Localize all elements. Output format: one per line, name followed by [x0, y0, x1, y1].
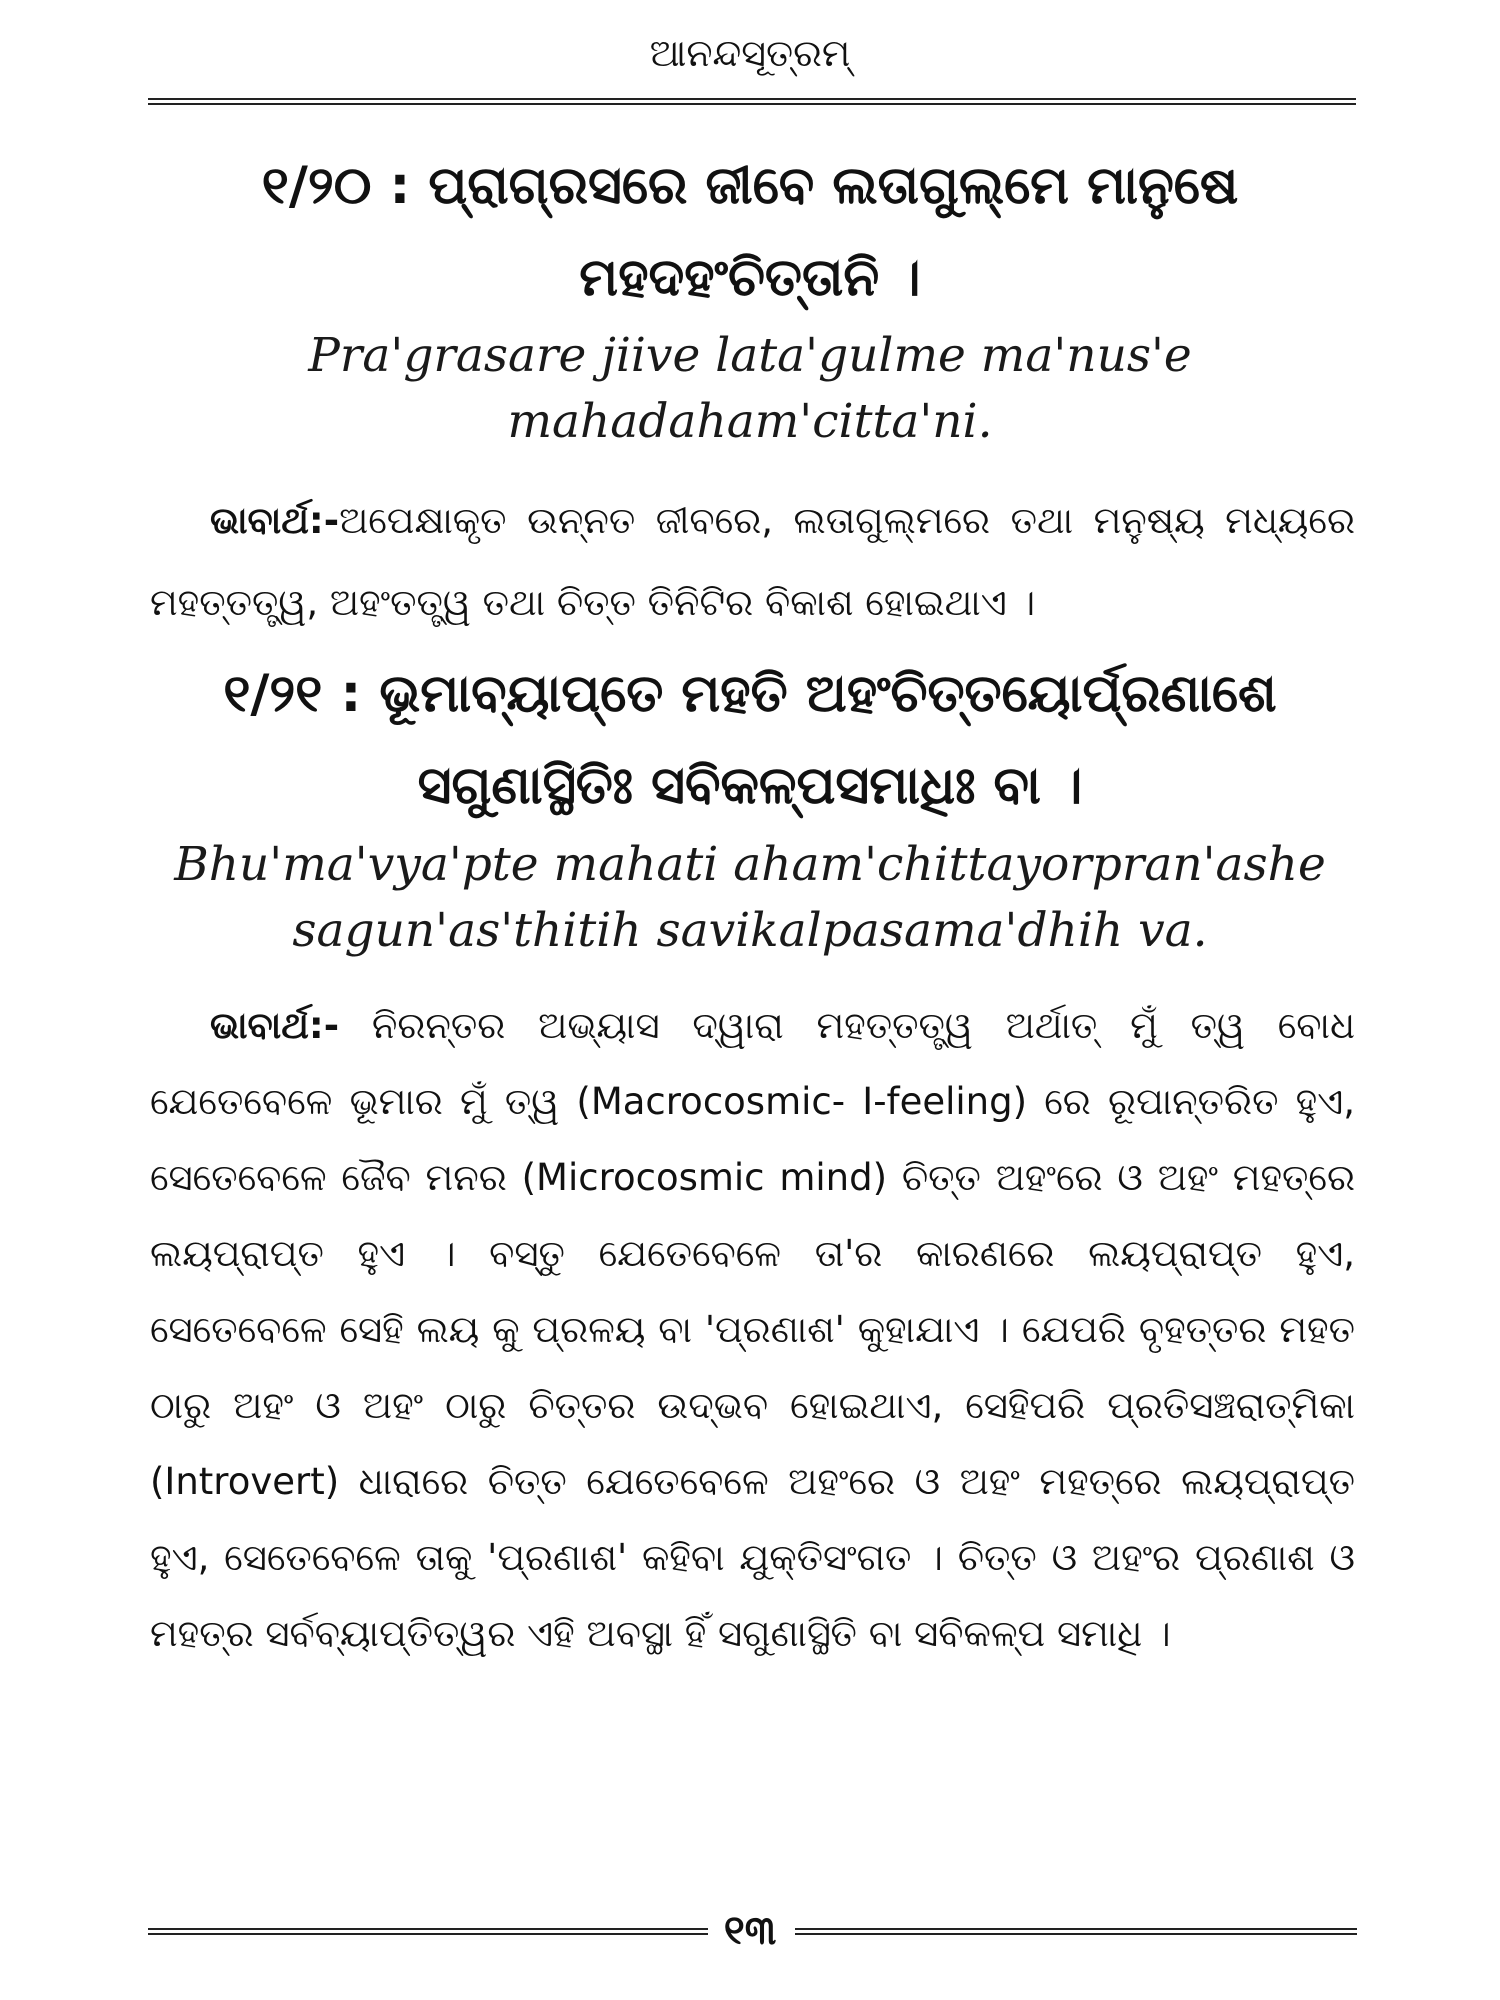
meaning-paragraph-1-20 [150, 480, 1355, 644]
transliteration-1-21 [150, 832, 1350, 964]
sutra-line: ସଗୁଣାସ୍ଥିତିଃ ସବିକଳ୍ପସମାଧିଃ ବା । [417, 756, 1083, 816]
transliteration-line: mahadaham'citta'ni. [507, 394, 993, 449]
header-rule [148, 98, 1356, 105]
running-head: ଆନନ୍ଦସୂତ୍ରମ୍ [649, 31, 851, 75]
sutra-line: ୧/୨୧ : ଭୂମାବ୍ୟାପ୍ତେ ମହତି ଅହଂଚିତ୍ତୟୋର୍ପ୍ରଣାଶେ [223, 664, 1277, 724]
sutra-heading-1-21 [150, 648, 1350, 832]
transliteration-line: sagun'as'thitih savikalpasama'dhih va. [292, 903, 1208, 958]
transliteration-1-20 [150, 323, 1350, 455]
sutra-heading-1-20 [150, 140, 1350, 324]
meaning-label: ଭାବାର୍ଥ:- [210, 499, 340, 542]
sutra-line: ୧/୨୦ : ପ୍ରାଗ୍ରସରେ ଜୀବେ ଲତାଗୁଲ୍ମେ ମାନୁଷେ [261, 156, 1239, 216]
meaning-text: ଅପେକ୍ଷାକୃତ ଉନ୍ନତ ଜୀବରେ, ଲତାଗୁଲ୍ମରେ ତଥା ମନୁଷ୍ୟ ମଧ୍ୟରେ ମହତ୍‌ତତ୍ତ୍ୱ, ଅହଂତତ୍ତ୍ୱ ତଥା ଚିତ୍ତ ତିନିଟିର ବିକାଶ ହୋଇଥାଏ । [150, 499, 1355, 624]
footer-rule-left [148, 1928, 708, 1935]
meaning-label: ଭାବାର୍ଥ:- [210, 1004, 340, 1047]
sutra-line: ମହଦହଂଚିତ୍ତାନି । [579, 248, 921, 308]
meaning-paragraph-1-21 [150, 988, 1355, 1672]
footer-rule-right [795, 1928, 1357, 1935]
meaning-text: ନିରନ୍ତର ଅଭ୍ୟାସ ଦ୍ୱାରା ମହତ୍‌ତତ୍ତ୍ୱ ଅର୍ଥାତ୍ ମୁଁ ତ୍ୱ ବୋଧ ଯେତେବେଳେ ଭୂମାର ମୁଁ ତ୍ୱ (Macrocosmic- I-feeling) ରେ ରୂପାନ୍ତରିତ ହୁଏ, ସେତେବେଳେ ଜୈବ ମନର (Microcosmic mind) ଚିତ୍ତ ଅହଂରେ ଓ ଅହଂ ମହତ୍‌ରେ ଲୟପ୍ରାପ୍ତ ହୁଏ । ବସ୍ତୁ ଯେତେବେଳେ ତା'ର କାରଣରେ ଲୟପ୍ରାପ୍ତ ହୁଏ, ସେତେବେଳେ ସେହି ଲୟ କୁ ପ୍ରଳୟ ବା 'ପ୍ରଣାଶ' କୁହାଯାଏ । ଯେପରି ବୃହତ୍ତର ମହତ ଠାରୁ ଅହଂ ଓ ଅହଂ ଠାରୁ ଚିତ୍ତର ଉଦ୍ଭବ ହୋଇଥାଏ, ସେହିପରି ପ୍ରତିସଞ୍ଚରାତ୍ମିକା (Introvert) ଧାରାରେ ଚିତ୍ତ ଯେତେବେଳେ ଅହଂରେ ଓ ଅହଂ ମହତ୍‌ରେ ଲୟପ୍ରାପ୍ତ ହୁଏ, ସେତେବେଳେ ତାକୁ 'ପ୍ରଣାଶ' କହିବା ଯୁକ୍ତିସଂଗତ । ଚିତ୍ତ ଓ ଅହଂର ପ୍ରଣାଶ ଓ ମହତ୍‌ର ସର୍ବବ୍ୟାପ୍ତିତ୍ୱର ଏହି ଅବସ୍ଥା ହିଁ ସଗୁଣାସ୍ଥିତି ବା ସବିକଳ୍ପ ସମାଧି । [150, 1004, 1355, 1655]
transliteration-line: Bhu'ma'vya'pte mahati aham'chittayorpran'ashe [174, 837, 1326, 892]
page-number: ୧୩ [723, 1908, 777, 1954]
transliteration-line: Pra'grasare jiive lata'gulme ma'nus'e [308, 328, 1192, 383]
